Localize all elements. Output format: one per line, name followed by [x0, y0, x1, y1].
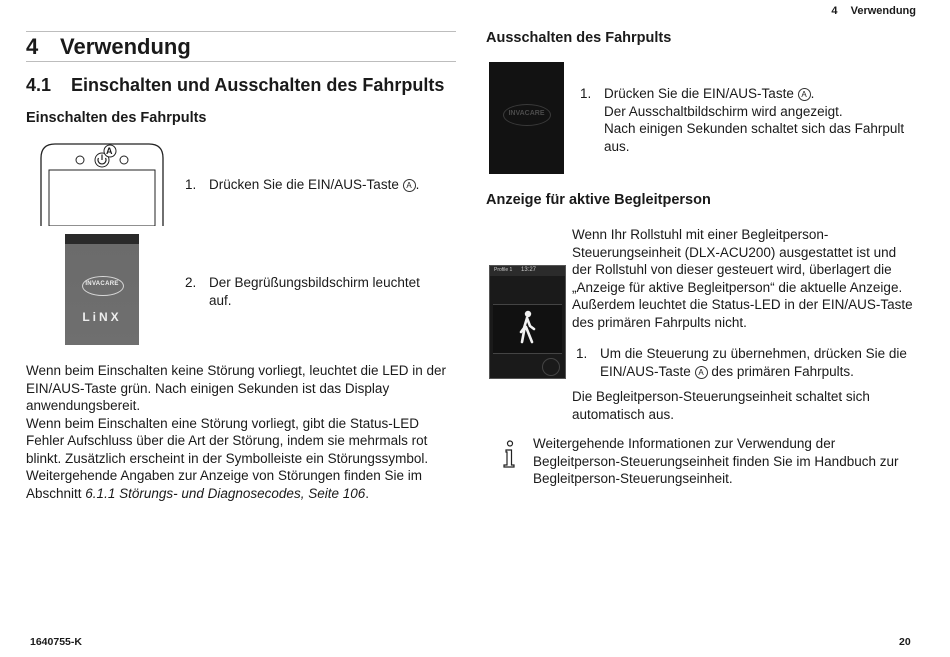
- subheading-attendant: Anzeige für aktive Begleitperson: [486, 192, 711, 208]
- title-rule: [26, 31, 456, 32]
- control-panel-illustration: [38, 142, 166, 226]
- header-chapter-number: 4: [831, 5, 838, 17]
- chapter-title: [26, 34, 191, 60]
- attendant-auto-off: Die Begleitperson-Steuerungseinheit schaltet sich automatisch aus.: [572, 389, 870, 422]
- attendant-time: 13:27: [521, 267, 537, 273]
- chapter-title-text: Verwendung: [60, 34, 191, 59]
- switch-off-step-1: [580, 85, 910, 155]
- attendant-step-1: [576, 345, 916, 380]
- step-end: .: [810, 86, 815, 101]
- power-key-marker: A: [403, 179, 416, 192]
- step-end: .: [415, 177, 420, 192]
- power-key-marker: A: [695, 366, 708, 379]
- step-text: Der Begrüßungsbildschirm leuchtet auf.: [209, 275, 420, 308]
- header-chapter-title: Verwendung: [850, 5, 916, 17]
- info-note: Weitergehende Informationen zur Verwendung der Begleitperson-Steuerungseinheit finden Sie im Handbuch zur Begleitperson-Steuerungseinheit.: [533, 436, 899, 486]
- fault-reference: [26, 467, 456, 502]
- shutdown-brand: INVACARE: [508, 110, 545, 117]
- step-end: des primären Fahrpults.: [711, 363, 854, 379]
- section-title-text: Einschalten und Ausschalten des Fahrpults: [71, 75, 445, 95]
- control-panel-drawing: [38, 142, 166, 226]
- power-key-marker: A: [798, 88, 811, 101]
- title-underline: [26, 61, 456, 62]
- section-number: 4.1: [26, 75, 52, 95]
- step-line-3: Nach einigen Sekunden schaltet sich das Fahrpult aus.: [604, 121, 905, 154]
- welcome-screen-image: [65, 234, 139, 345]
- reference-lead: Weitergehende Angaben zur Anzeige von Störungen finden Sie im Abschnitt: [26, 468, 423, 501]
- attendant-screen-image: [489, 265, 566, 379]
- step-number: 1.: [576, 346, 588, 361]
- attendant-paragraph: Wenn Ihr Rollstuhl mit einer Begleitperson-Steuerungseinheit (DLX-ACU200) ausgestattet ist und der Rollstuhl von dieser gesteuert wird, überlagert die „Anzeige für aktive Begleitperson“ die aktuelle Anzeige. Außerdem leuchtet die Status-LED in der EIN/AUS-Taste des primären Fahrpults nicht.: [572, 227, 913, 330]
- switch-on-step-1: [185, 176, 445, 194]
- reference-end: .: [365, 485, 370, 501]
- step-text: Drücken Sie die EIN/AUS-Taste: [209, 177, 399, 192]
- step-number: 1.: [580, 86, 592, 101]
- walking-person-icon: [516, 310, 538, 344]
- step-line-2: Der Ausschaltbildschirm wird angezeigt.: [604, 103, 843, 119]
- shutdown-screen-image: [489, 62, 564, 174]
- paragraph-line-1: Wenn beim Einschalten keine Störung vorliegt, leuchtet die LED in der EIN/AUS-Taste grün. Nach einigen Sekunden ist das Display anwendungsbereit.: [26, 363, 446, 413]
- reference-link[interactable]: 6.1.1 Störungs- und Diagnosecodes, Seite 106: [85, 485, 366, 501]
- info-icon: [501, 440, 517, 468]
- attendant-dial: [542, 358, 560, 376]
- step-number: 1.: [185, 177, 197, 192]
- welcome-product: LiNX: [82, 310, 122, 324]
- subheading-switch-off: Ausschalten des Fahrpults: [486, 30, 672, 46]
- page-number: 20: [899, 636, 911, 648]
- step-text: Drücken Sie die EIN/AUS-Taste: [604, 86, 794, 101]
- chapter-number: 4: [26, 34, 39, 59]
- step-text: Um die Steuerung zu übernehmen, drücken Sie die EIN/AUS-Taste: [600, 346, 907, 379]
- attendant-profile: Profile 1: [494, 267, 513, 273]
- step-number: 2.: [185, 275, 197, 290]
- paragraph-line-2: Wenn beim Einschalten eine Störung vorliegt, gibt die Status-LED Fehler Aufschluss über die Art der Störung, indem sie mehrmals rot blinkt. Zusätzlich erscheint in der Symbolleiste ein Störungssymbol.: [26, 415, 429, 466]
- subheading-switch-on: Einschalten des Fahrpults: [26, 110, 207, 126]
- document-number: 1640755-K: [30, 636, 82, 648]
- section-title: [26, 75, 444, 96]
- switch-on-step-2: [185, 274, 435, 309]
- welcome-brand: INVACARE: [85, 281, 119, 287]
- switch-on-paragraph: [26, 362, 456, 502]
- running-header: [821, 5, 916, 17]
- power-button-marker: A: [106, 146, 113, 156]
